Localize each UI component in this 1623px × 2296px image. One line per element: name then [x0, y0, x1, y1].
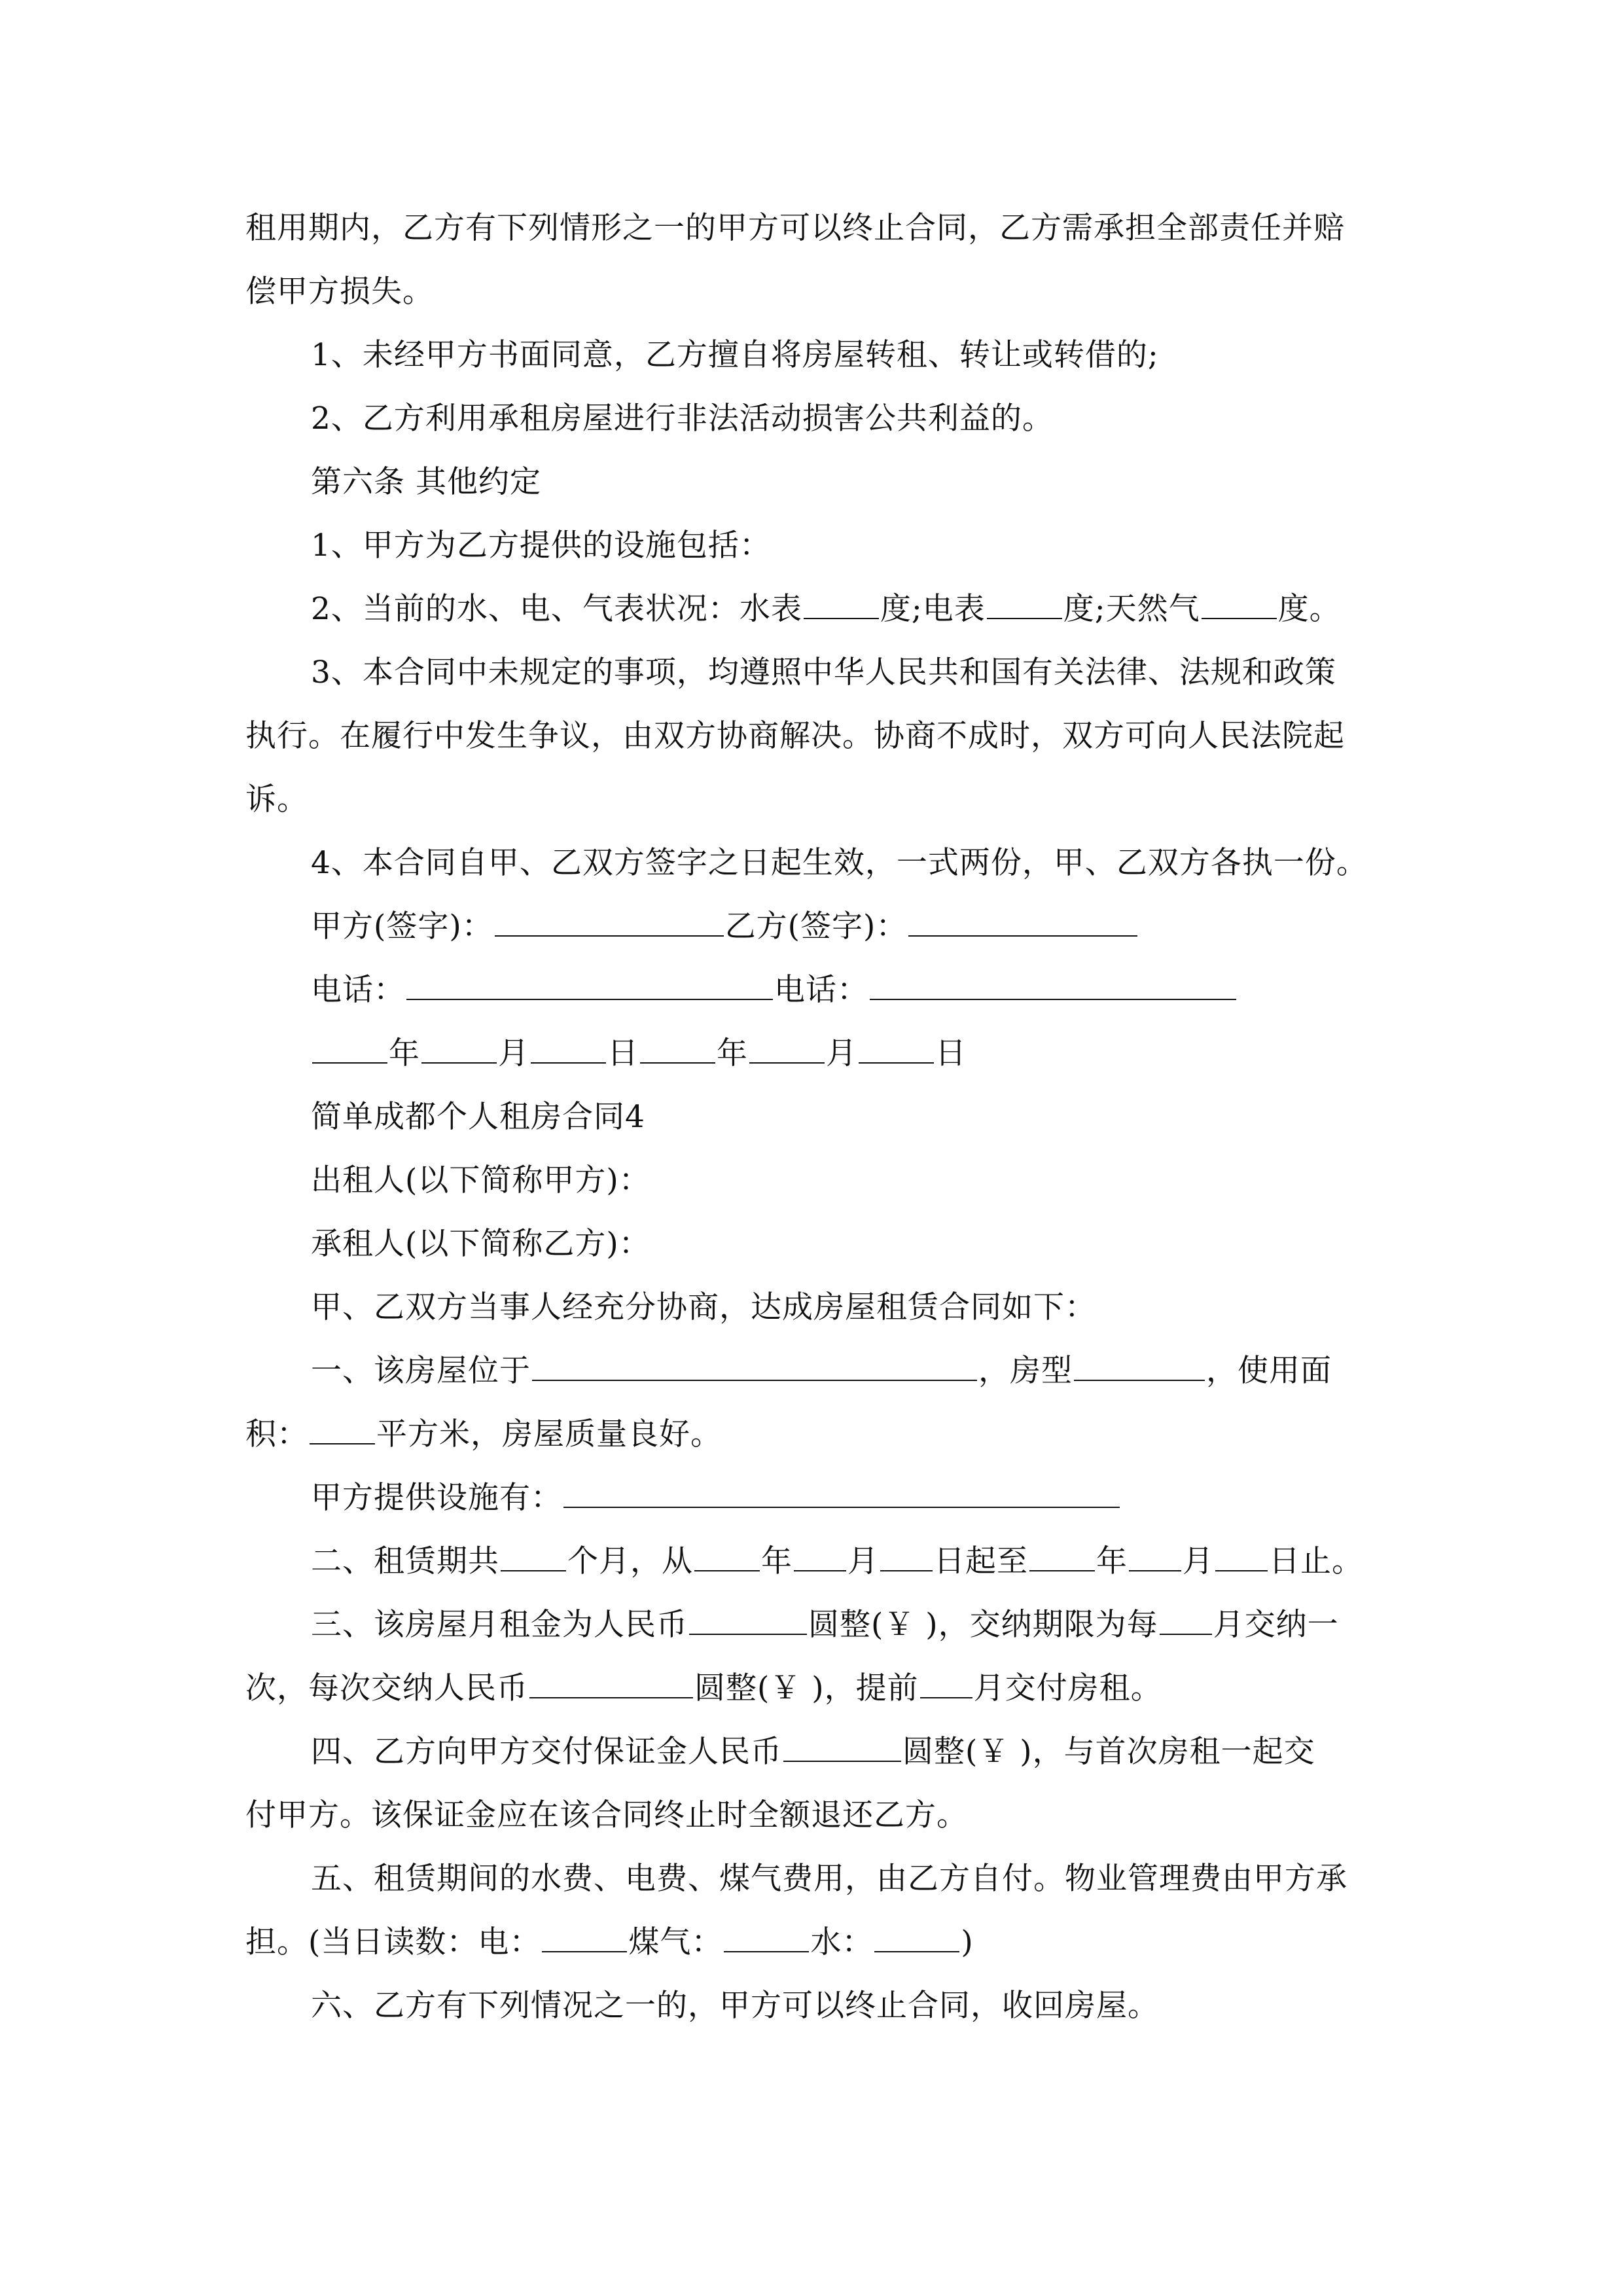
text: 年 [717, 1035, 748, 1071]
paragraph-line [245, 704, 1397, 768]
facilities-field [563, 1506, 1120, 1508]
phone-field [406, 998, 773, 1000]
signature-line [245, 895, 1397, 958]
text: 月 [847, 1543, 879, 1579]
text: 月 [826, 1035, 857, 1071]
blank-field [794, 1570, 846, 1571]
facilities-line [245, 1466, 1397, 1530]
text: 2、乙方利用承租房屋进行非法活动损害公共利益的。 [311, 401, 1054, 437]
clause-5-line [245, 1847, 1397, 1910]
text: 圆整(￥ )，交纳期限为每 [808, 1607, 1158, 1643]
text: 次，每次交纳人民币 [245, 1670, 528, 1706]
document-body [245, 196, 1397, 2037]
blank-field [312, 1062, 387, 1064]
blank-field [1029, 1570, 1095, 1571]
section-heading [245, 450, 1397, 514]
room-type-field [1074, 1379, 1205, 1381]
paragraph-line [245, 260, 1397, 323]
blank-field [874, 1950, 959, 1952]
blank-field [804, 617, 879, 619]
blank-field [987, 617, 1062, 619]
clause-5-line [245, 1910, 1397, 1974]
text: 日止。 [1269, 1543, 1363, 1579]
text: 圆整(￥ )，提前 [694, 1670, 919, 1706]
blank-field [724, 1950, 809, 1952]
blank-field [1202, 617, 1277, 619]
blank-field [749, 1062, 825, 1064]
paragraph-line [245, 641, 1397, 704]
list-item [245, 323, 1397, 387]
text: 付甲方。该保证金应在该合同终止时全额退还乙方。 [245, 1797, 968, 1833]
clause-3-line [245, 1657, 1397, 1720]
area-field [310, 1443, 375, 1444]
list-item [245, 387, 1397, 450]
text: 1、甲方为乙方提供的设施包括： [311, 528, 771, 564]
text: 电话： [774, 972, 868, 1008]
meter-readings-line [245, 577, 1397, 641]
lessor-line [245, 1149, 1397, 1212]
text: ，使用面 [1206, 1353, 1332, 1389]
blank-field [529, 1696, 693, 1698]
text: 三、该房屋月租金为人民币 [311, 1607, 688, 1643]
text: 月交纳一 [1213, 1607, 1339, 1643]
text: 煤气： [628, 1924, 723, 1960]
blank-field [421, 1062, 497, 1064]
address-field [532, 1379, 977, 1381]
text: 六、乙方有下列情况之一的，甲方可以终止合同，收回房屋。 [311, 1988, 1159, 2024]
clause-2-line [245, 1530, 1397, 1593]
paragraph-line [245, 768, 1397, 831]
blank-field [542, 1950, 627, 1952]
text: 度。 [1277, 591, 1341, 627]
text: 2、当前的水、电、气表状况：水表 [311, 591, 802, 627]
text: 年 [1096, 1543, 1128, 1579]
text: 乙方(签字)： [724, 908, 908, 944]
text: 租用期内，乙方有下列情形之一的甲方可以终止合同，乙方需承担全部责任并赔 [245, 210, 1345, 246]
text: 圆整(￥ )，与首次房租一起交 [902, 1734, 1315, 1770]
lessee-line [245, 1212, 1397, 1276]
text: 日起至 [934, 1543, 1028, 1579]
text: 甲方提供设施有： [311, 1480, 562, 1516]
blank-field [783, 1760, 901, 1762]
blank-field [694, 1570, 760, 1571]
phone-line [245, 958, 1397, 1022]
clause-3-line [245, 1593, 1397, 1657]
blank-field [859, 1062, 934, 1064]
text: 简单成都个人租房合同4 [311, 1099, 645, 1135]
text: 四、乙方向甲方交付保证金人民币 [311, 1734, 782, 1770]
text: 甲、乙双方当事人经充分协商，达成房屋租赁合同如下： [311, 1289, 1096, 1325]
date-line [245, 1022, 1397, 1085]
clause-4-line [245, 1720, 1397, 1784]
text: 第六条 其他约定 [311, 464, 541, 500]
text: 年 [389, 1035, 420, 1071]
blank-field [501, 1570, 566, 1571]
text: 日 [607, 1035, 639, 1071]
text: 出租人(以下简称甲方)： [311, 1162, 651, 1198]
blank-field [1160, 1633, 1212, 1635]
text: 度;天然气 [1063, 591, 1200, 627]
text: 担。(当日读数：电： [245, 1924, 541, 1960]
blank-field [880, 1570, 933, 1571]
text: 二、租赁期共 [311, 1543, 499, 1579]
blank-field [689, 1633, 807, 1635]
text: 积： [245, 1416, 308, 1452]
text: ) [961, 1924, 974, 1960]
paragraph-line [245, 831, 1397, 895]
clause-4-line [245, 1784, 1397, 1847]
list-item [245, 514, 1397, 577]
text: 月交付房租。 [973, 1670, 1162, 1706]
contract-title [245, 1085, 1397, 1149]
text: 平方米，房屋质量良好。 [376, 1416, 722, 1452]
clause-1-line [245, 1403, 1397, 1466]
text: 年 [761, 1543, 793, 1579]
blank-field [1129, 1570, 1181, 1571]
text: 水： [810, 1924, 874, 1960]
text: 一、该房屋位于 [311, 1353, 531, 1389]
text: 执行。在履行中发生争议，由双方协商解决。协商不成时，双方可向人民法院起 [245, 718, 1345, 754]
text: ，房型 [978, 1353, 1073, 1389]
phone-field [870, 998, 1236, 1000]
clause-1-line [245, 1339, 1397, 1403]
text: 度;电表 [880, 591, 986, 627]
text: 1、未经甲方书面同意，乙方擅自将房屋转租、转让或转借的; [311, 337, 1159, 373]
intro-line [245, 1276, 1397, 1339]
text: 电话： [311, 972, 405, 1008]
text: 月 [498, 1035, 529, 1071]
blank-field [1215, 1570, 1268, 1571]
blank-field [920, 1696, 972, 1698]
text: 个月，从 [567, 1543, 693, 1579]
text: 诉。 [245, 781, 308, 817]
blank-field [531, 1062, 606, 1064]
clause-6-line [245, 1974, 1397, 2037]
blank-field [640, 1062, 715, 1064]
text: 偿甲方损失。 [245, 274, 434, 310]
text: 日 [935, 1035, 967, 1071]
signature-field [908, 935, 1137, 937]
text: 月 [1183, 1543, 1214, 1579]
text: 甲方(签字)： [311, 908, 493, 944]
text: 承租人(以下简称乙方)： [311, 1226, 651, 1262]
paragraph-line [245, 196, 1397, 260]
text: 3、本合同中未规定的事项，均遵照中华人民共和国有关法律、法规和政策 [311, 655, 1336, 691]
signature-field [495, 935, 724, 937]
text: 4、本合同自甲、乙双方签字之日起生效，一式两份，甲、乙双方各执一份。 [311, 845, 1368, 881]
text: 五、租赁期间的水费、电费、煤气费用，由乙方自付。物业管理费由甲方承 [311, 1861, 1347, 1897]
